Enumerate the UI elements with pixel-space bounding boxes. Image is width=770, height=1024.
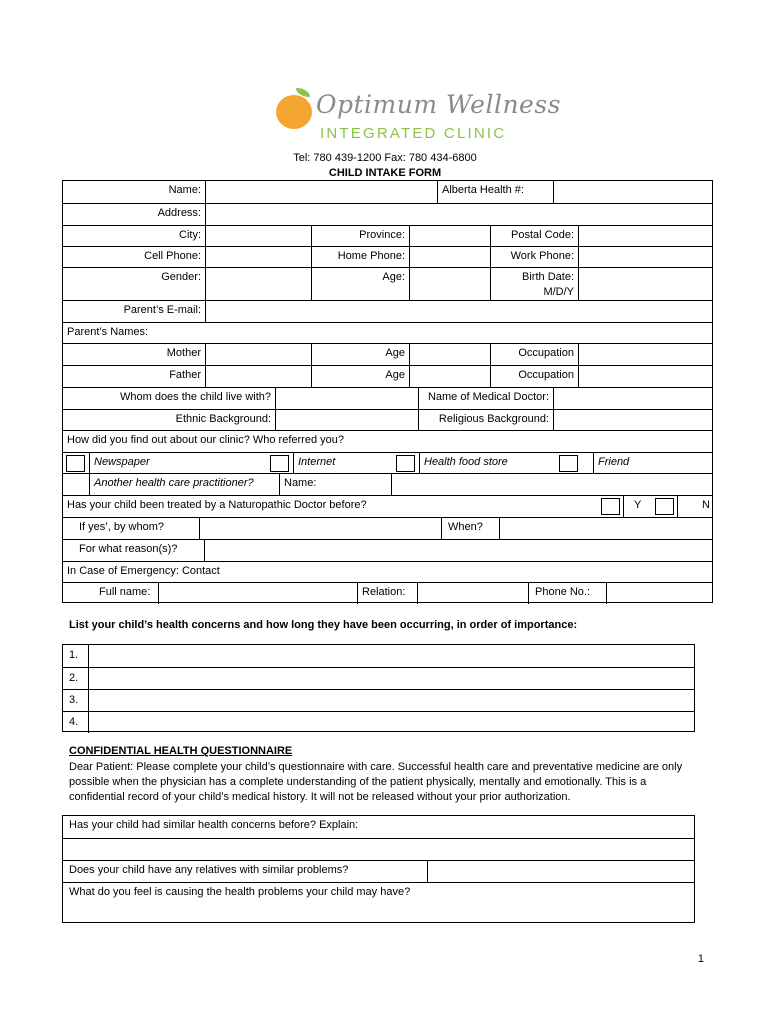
province-field[interactable] (409, 226, 490, 246)
concern-number: 3. (63, 690, 89, 711)
practitioner-name-field[interactable] (391, 474, 714, 495)
no-label: N (677, 496, 714, 517)
page-number: 1 (697, 953, 704, 965)
home-phone-field[interactable] (409, 247, 490, 267)
reason-label: For what reason(s)? (79, 543, 178, 555)
birth-date-field[interactable] (578, 268, 714, 300)
if-yes-row (63, 517, 712, 539)
father-age-label: Age (311, 366, 409, 387)
cell-phone-label: Cell Phone: (144, 250, 201, 262)
mother-label: Mother (166, 347, 201, 359)
naturopathic-label: Has your child been treated by a Naturopathic Doctor before? (67, 499, 367, 511)
if-yes-field[interactable] (199, 518, 441, 539)
concern-row[interactable] (63, 711, 694, 733)
question-cause[interactable]: What do you feel is causing the health problems your child may have? (63, 882, 694, 922)
age-label: Age: (311, 268, 409, 300)
work-phone-field[interactable] (578, 247, 714, 267)
mother-name-field[interactable] (205, 344, 311, 365)
newspaper-label: Newspaper (89, 453, 269, 473)
health-food-checkbox[interactable] (396, 455, 415, 472)
postal-code-field[interactable] (578, 226, 714, 246)
friend-checkbox[interactable] (559, 455, 578, 472)
religious-label: Religious Background: (418, 410, 553, 430)
address-row (63, 203, 712, 225)
clinic-logo (274, 88, 561, 150)
father-label: Father (169, 369, 201, 381)
email-row (63, 300, 712, 322)
cell-phone-field[interactable] (205, 247, 311, 267)
naturopathic-row (63, 495, 712, 517)
concern-number: 1. (63, 645, 89, 667)
gender-label: Gender: (161, 271, 201, 283)
concern-row[interactable] (63, 667, 694, 689)
confidential-heading: CONFIDENTIAL HEALTH QUESTIONNAIRE (69, 745, 293, 757)
parent-email-label: Parent’s E-mail: (123, 304, 201, 316)
gender-row (63, 267, 712, 300)
birth-date-text: Birth Date: (522, 271, 574, 283)
internet-checkbox[interactable] (270, 455, 289, 472)
newspaper-checkbox[interactable] (66, 455, 85, 472)
name-row (63, 181, 712, 203)
concern-number: 4. (63, 712, 89, 733)
medical-doctor-field[interactable] (553, 388, 714, 409)
father-occupation-field[interactable] (578, 366, 714, 387)
province-label: Province: (311, 226, 409, 246)
find-out-row (63, 430, 712, 452)
answer-relatives[interactable] (428, 860, 694, 882)
contact-row (63, 582, 712, 604)
parents-names-label: Parent’s Names: (67, 326, 149, 338)
relation-field[interactable] (417, 583, 528, 604)
sources-row (63, 452, 712, 473)
address-field[interactable] (205, 204, 714, 225)
contact-info: Tel: 780 439-1200 Fax: 780 434-6800 (293, 152, 477, 164)
birth-date-format: M/D/Y (543, 286, 574, 298)
internet-label: Internet (293, 453, 391, 473)
background-row (63, 409, 712, 430)
alberta-health-field[interactable] (553, 181, 714, 203)
mother-row (63, 343, 712, 365)
when-field[interactable] (499, 518, 714, 539)
question-relatives: Does your child have any relatives with similar problems? (63, 860, 428, 882)
if-yes-label: If yes’, by whom? (79, 521, 164, 533)
ethnic-field[interactable] (275, 410, 418, 430)
reason-field[interactable] (204, 540, 714, 561)
confidential-line-2: possible when the physician has a complete understanding of the patient physically, mentally and emotionally. This is a (69, 776, 647, 788)
confidential-line-1: Dear Patient: Please complete your child’s questionnaire with care. Successful health care and preventative medicine are only (69, 761, 683, 773)
gender-field[interactable] (205, 268, 311, 300)
logo-subtitle: INTEGRATED CLINIC (320, 125, 507, 142)
father-occupation-label: Occupation (490, 366, 578, 387)
father-row (63, 365, 712, 387)
mother-age-label: Age (311, 344, 409, 365)
lives-with-row (63, 387, 712, 409)
home-phone-label: Home Phone: (311, 247, 409, 267)
lives-with-field[interactable] (275, 388, 418, 409)
no-checkbox[interactable] (655, 498, 674, 515)
emergency-row (63, 561, 712, 582)
city-field[interactable] (205, 226, 311, 246)
logo-name: Optimum Wellness (316, 90, 561, 119)
postal-code-label: Postal Code: (490, 226, 578, 246)
name-field[interactable] (205, 181, 437, 203)
ethnic-label: Ethnic Background: (175, 413, 271, 425)
reason-row (63, 539, 712, 561)
age-field[interactable] (409, 268, 490, 300)
concern-row[interactable] (63, 645, 694, 667)
medical-doctor-label: Name of Medical Doctor: (418, 388, 553, 409)
city-label: City: (179, 229, 201, 241)
intake-form (62, 180, 713, 603)
work-phone-label: Work Phone: (490, 247, 578, 267)
concern-row[interactable] (63, 689, 694, 711)
answer-similar-concerns[interactable] (63, 838, 694, 860)
full-name-field[interactable] (158, 583, 357, 604)
phone-no-field[interactable] (606, 583, 714, 604)
mother-age-field[interactable] (409, 344, 490, 365)
concern-number: 2. (63, 668, 89, 689)
mother-occupation-field[interactable] (578, 344, 714, 365)
confidential-line-3: confidential record of your child’s medical history. It will not be released without your prior authorization. (69, 791, 571, 803)
city-row (63, 225, 712, 246)
phone-no-label: Phone No.: (528, 583, 606, 604)
questions-table (62, 815, 695, 923)
father-name-field[interactable] (205, 366, 311, 387)
father-age-field[interactable] (409, 366, 490, 387)
practitioner-row (63, 473, 712, 495)
concerns-table (62, 644, 695, 732)
yes-label: Y (623, 496, 653, 517)
parents-names-row (63, 322, 712, 343)
practitioner-label: Another health care practitioner? (89, 474, 279, 495)
religious-field[interactable] (553, 410, 714, 430)
birth-date-label (490, 268, 578, 300)
mother-occupation-label: Occupation (490, 344, 578, 365)
parent-email-field[interactable] (205, 301, 714, 322)
form-title: CHILD INTAKE FORM (328, 167, 442, 179)
emergency-label: In Case of Emergency: Contact (67, 565, 220, 577)
friend-label: Friend (593, 453, 714, 473)
lives-with-label: Whom does the child live with? (119, 391, 271, 403)
question-similar-concerns: Has your child had similar health concerns before? Explain: (69, 819, 359, 831)
full-name-label: Full name: (99, 586, 151, 598)
practitioner-name-label: Name: (279, 474, 391, 495)
health-food-label: Health food store (419, 453, 551, 473)
name-label: Name: (168, 184, 201, 196)
concerns-heading: List your child’s health concerns and how long they have been occurring, in order of importance: (69, 619, 578, 631)
phone-row (63, 246, 712, 267)
alberta-health-label: Alberta Health #: (437, 181, 553, 203)
orange-icon (276, 95, 312, 129)
when-label: When? (441, 518, 499, 539)
find-out-label: How did you find out about our clinic? Who referred you? (67, 434, 344, 446)
relation-label: Relation: (357, 583, 417, 604)
address-label: Address: (157, 207, 201, 219)
yes-checkbox[interactable] (601, 498, 620, 515)
